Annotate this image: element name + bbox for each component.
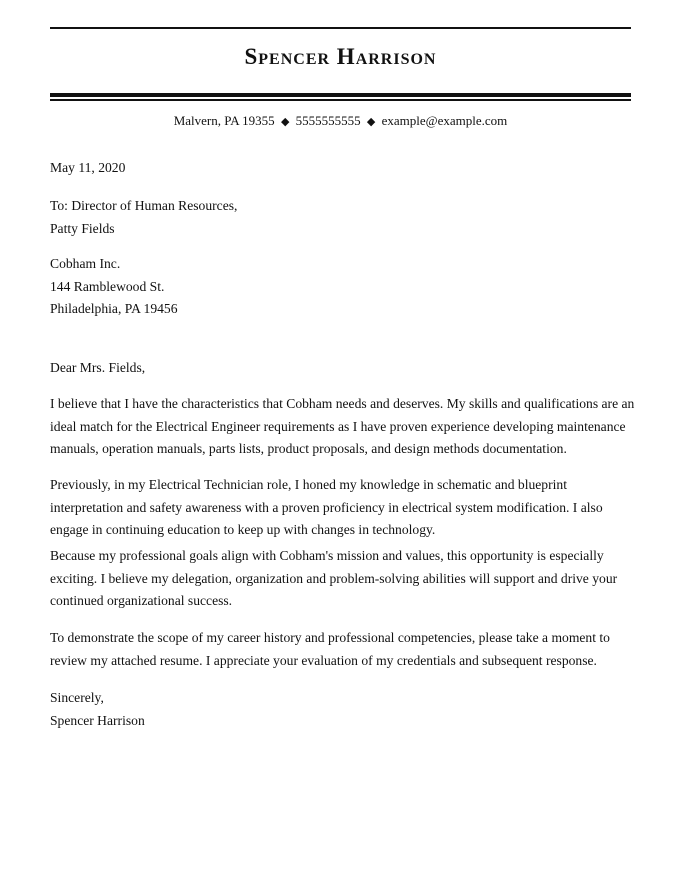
recipient-block [50, 195, 640, 240]
signature: Spencer Harrison [50, 712, 145, 728]
closing-block [50, 687, 640, 732]
paragraph-line: review my attached resume. I appreciate your evaluation of my credentials and subsequent response. [50, 652, 597, 668]
paragraph-line: manuals, operation manuals, parts lists, product proposals, and design methods documentation. [50, 441, 567, 456]
paragraph-line: I believe that I have the characteristics that Cobham needs and deserves. My skills and qualifications are an [50, 396, 635, 411]
salutation: Dear Mrs. Fields, [50, 360, 146, 375]
diamond-separator-icon: ◆ [366, 116, 376, 128]
letter-date: May 11, 2020 [50, 160, 126, 175]
contact-email: example@example.com [381, 113, 508, 128]
diamond-separator-icon: ◆ [280, 116, 290, 128]
recipient-address [50, 253, 640, 321]
closing: Sincerely, [50, 690, 104, 705]
paragraph-line: ideal match for the Electrical Engineer requirements as I have proven experience developing maintenance [50, 418, 626, 434]
contact-phone: 5555555555 [295, 113, 361, 128]
paragraph-line: exciting. I believe my delegation, organization and problem-solving abilities will support and drive your [50, 570, 618, 586]
paragraph-line: Because my professional goals align with Cobham's mission and values, this opportunity is especially [50, 548, 604, 563]
recipient-city: Philadelphia, PA 19456 [50, 301, 178, 316]
paragraph-line: continued organizational success. [50, 593, 233, 608]
applicant-name: Spencer Harrison [244, 44, 437, 69]
recipient-to-line: To: Director of Human Resources, [50, 198, 238, 213]
paragraph-4 [50, 627, 640, 672]
contact-location: Malvern, PA 19355 [173, 113, 275, 128]
paragraph-line: To demonstrate the scope of my career history and professional competencies, please take a moment to [50, 630, 610, 645]
contact-line [50, 113, 631, 129]
recipient-company: Cobham Inc. [50, 256, 121, 271]
recipient-street: 144 Ramblewood St. [50, 278, 165, 294]
paragraph-line: interpretation and safety awareness with a proven proficiency in electrical system modification. I also [50, 499, 603, 515]
top-rule [50, 27, 631, 29]
recipient-name: Patty Fields [50, 220, 115, 236]
header-thick-rule [50, 93, 631, 97]
paragraph-3 [50, 545, 640, 613]
paragraph-2 [50, 474, 640, 542]
paragraph-line: engage in continuing education to keep up with changes in technology. [50, 522, 436, 537]
header-thin-rule [50, 99, 631, 101]
paragraph-line: Previously, in my Electrical Technician role, I honed my knowledge in schematic and blueprint [50, 477, 567, 492]
paragraph-1 [50, 393, 640, 461]
